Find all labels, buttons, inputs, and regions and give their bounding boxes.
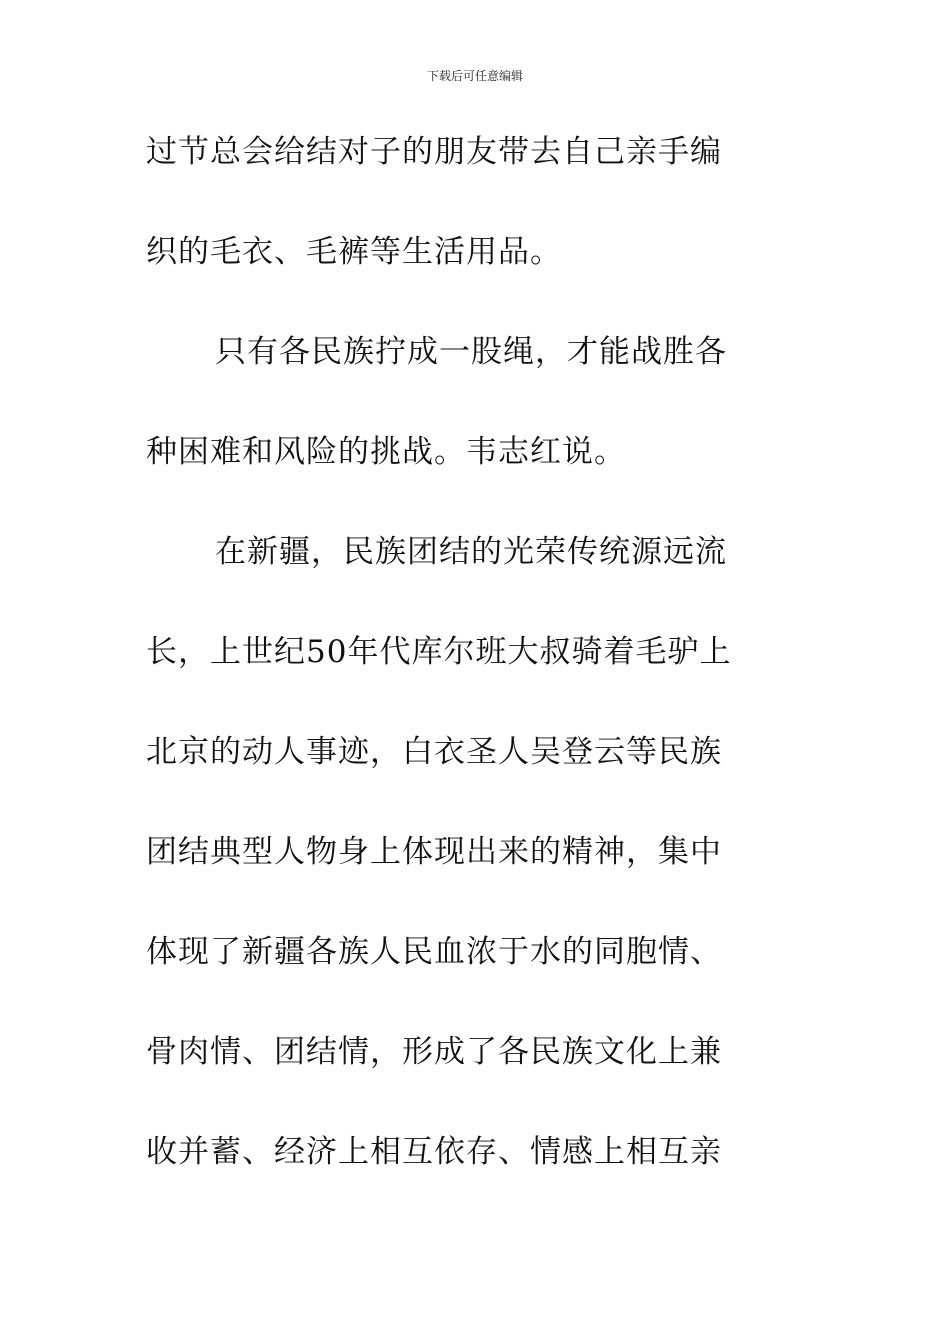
page-header-note: 下载后可任意编辑 [426, 69, 523, 83]
text-line: 收并蓄、经济上相互依存、情感上相互亲 [146, 1134, 722, 1170]
text-line: 团结典型人物身上体现出来的精神，集中 [146, 834, 722, 870]
text-line: 长，上世纪50年代库尔班大叔骑着毛驴上 [146, 634, 732, 670]
text-line: 北京的动人事迹，白衣圣人吴登云等民族 [146, 734, 722, 770]
paragraph-first-line: 在新疆，民族团结的光荣传统源远流 [215, 534, 727, 570]
text-line: 骨肉情、团结情，形成了各民族文化上兼 [146, 1034, 722, 1070]
text-line: 体现了新疆各族人民血浓于水的同胞情、 [146, 934, 722, 970]
paragraph-first-line: 只有各民族拧成一股绳，才能战胜各 [215, 334, 727, 370]
text-line: 过节总会给结对子的朋友带去自己亲手编 [146, 134, 722, 170]
text-line: 织的毛衣、毛裤等生活用品。 [146, 234, 562, 270]
text-line: 种困难和风险的挑战。韦志红说。 [146, 434, 626, 470]
